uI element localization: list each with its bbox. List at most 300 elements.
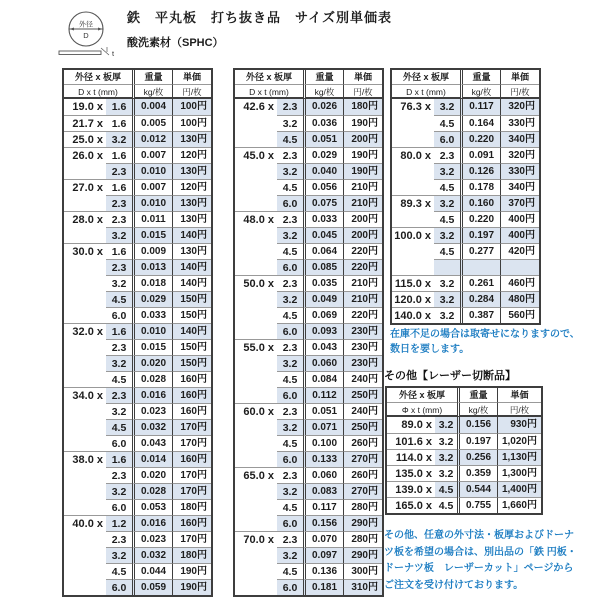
cell-thickness: 3.2 — [277, 547, 303, 563]
cell-diameter — [235, 387, 277, 403]
cell-diameter — [64, 499, 106, 515]
cell-thickness: 2.3 — [277, 211, 303, 227]
cell-thickness: 2.3 — [277, 531, 303, 547]
subheader-price-unit: 円/枚 — [497, 403, 541, 417]
cell-diameter — [392, 259, 434, 275]
cell-thickness: 3.2 — [435, 417, 457, 433]
cell-weight: 0.028 — [132, 483, 172, 499]
cell-price: 190円 — [343, 147, 382, 163]
cell-diameter — [235, 419, 277, 435]
cell-thickness: 3.2 — [277, 227, 303, 243]
cell-price: 370円 — [500, 195, 539, 211]
cell-diameter — [64, 307, 106, 323]
cell-weight: 0.156 — [303, 515, 343, 531]
cell-diameter — [235, 355, 277, 371]
cell-weight: 0.197 — [457, 433, 497, 449]
cell-diameter: 32.0 x — [64, 323, 106, 339]
subheader-price-unit: 円/枚 — [500, 85, 539, 99]
cell-thickness: 3.2 — [106, 131, 132, 147]
cell-weight: 0.012 — [132, 131, 172, 147]
cell-thickness: 2.3 — [106, 339, 132, 355]
page-title: 鉄 平丸板 打ち抜き品 サイズ別単価表 — [127, 10, 392, 25]
cell-diameter — [64, 291, 106, 307]
laser-note-line: その他、任意の外寸法・板厚およびドーナ — [384, 530, 574, 541]
cell-thickness: 2.3 — [106, 387, 132, 403]
cell-diameter: 25.0 x — [64, 131, 106, 147]
cell-diameter — [235, 483, 277, 499]
cell-price: 460円 — [500, 275, 539, 291]
cell-weight: 0.181 — [303, 579, 343, 595]
header-weight: 重量 — [457, 388, 497, 403]
cell-weight: 0.359 — [457, 465, 497, 481]
cell-diameter: 38.0 x — [64, 451, 106, 467]
cell-thickness: 4.5 — [277, 435, 303, 451]
cell-weight: 0.070 — [303, 531, 343, 547]
cell-thickness: 2.3 — [434, 147, 460, 163]
cell-thickness: 4.5 — [434, 211, 460, 227]
cell-diameter: 26.0 x — [64, 147, 106, 163]
cell-weight: 0.015 — [132, 339, 172, 355]
circle-plate-diagram — [54, 5, 120, 61]
cell-thickness: 2.3 — [106, 531, 132, 547]
header-weight: 重量 — [132, 70, 172, 85]
cell-thickness: 2.3 — [277, 339, 303, 355]
cell-price: 160円 — [172, 515, 211, 531]
cell-price: 250円 — [343, 419, 382, 435]
cell-price: 160円 — [172, 387, 211, 403]
cell-thickness: 6.0 — [277, 579, 303, 595]
cell-diameter: 120.0 x — [392, 291, 434, 307]
cell-price: 150円 — [172, 339, 211, 355]
material-subtitle: 酸洗素材（SPHC） — [127, 37, 224, 49]
cell-diameter: 60.0 x — [235, 403, 277, 419]
cell-weight: 0.004 — [132, 99, 172, 115]
cell-diameter: 100.0 x — [392, 227, 434, 243]
cell-price: 280円 — [343, 499, 382, 515]
cell-price: 190円 — [343, 115, 382, 131]
cell-thickness: 3.2 — [277, 483, 303, 499]
cell-price: 130円 — [172, 211, 211, 227]
header-size: 外径 x 板厚 — [387, 388, 457, 403]
cell-diameter: 45.0 x — [235, 147, 277, 163]
cell-diameter: 135.0 x — [387, 465, 435, 481]
cell-weight: 0.033 — [132, 307, 172, 323]
cell-diameter — [235, 195, 277, 211]
cell-thickness: 2.3 — [277, 467, 303, 483]
cell-weight: 0.387 — [460, 307, 500, 323]
cell-price: 320円 — [500, 99, 539, 115]
cell-thickness: 3.2 — [434, 275, 460, 291]
diameter-symbol: D — [83, 31, 89, 40]
cell-price: 210円 — [343, 179, 382, 195]
cell-diameter — [64, 195, 106, 211]
cell-price: 170円 — [172, 435, 211, 451]
cell-weight: 0.156 — [457, 417, 497, 433]
cell-diameter: 28.0 x — [64, 211, 106, 227]
cell-price: 190円 — [172, 579, 211, 595]
cell-weight: 0.256 — [457, 449, 497, 465]
cell-diameter: 50.0 x — [235, 275, 277, 291]
cell-diameter — [64, 259, 106, 275]
cell-thickness: 4.5 — [277, 499, 303, 515]
cell-weight: 0.007 — [132, 179, 172, 195]
cell-thickness: 2.3 — [106, 163, 132, 179]
cell-thickness: 3.2 — [434, 195, 460, 211]
cell-weight: 0.035 — [303, 275, 343, 291]
cell-diameter — [235, 259, 277, 275]
cell-thickness: 6.0 — [277, 195, 303, 211]
cell-diameter — [235, 243, 277, 259]
cell-thickness: 4.5 — [435, 497, 457, 513]
cell-diameter — [235, 131, 277, 147]
cell-diameter — [64, 227, 106, 243]
cell-weight: 0.014 — [132, 451, 172, 467]
cell-weight: 0.060 — [303, 355, 343, 371]
cell-thickness: 2.3 — [106, 195, 132, 211]
cell-price — [500, 259, 539, 275]
cell-thickness: 4.5 — [277, 131, 303, 147]
subheader-price-unit: 円/枚 — [343, 85, 382, 99]
cell-thickness: 6.0 — [277, 451, 303, 467]
cell-thickness: 3.2 — [106, 275, 132, 291]
cell-diameter — [235, 451, 277, 467]
cell-price: 220円 — [343, 243, 382, 259]
cell-diameter — [235, 179, 277, 195]
cell-weight: 0.015 — [132, 227, 172, 243]
header-price: 単価 — [172, 70, 211, 85]
subheader-weight-unit: kg/枚 — [457, 403, 497, 417]
cell-diameter — [392, 211, 434, 227]
cell-weight: 0.026 — [303, 99, 343, 115]
price-table-3 — [390, 68, 541, 325]
cell-weight: 0.023 — [132, 403, 172, 419]
cell-thickness: 4.5 — [434, 243, 460, 259]
cell-thickness: 6.0 — [277, 387, 303, 403]
cell-price: 100円 — [172, 115, 211, 131]
cell-price: 400円 — [500, 211, 539, 227]
cell-diameter — [64, 467, 106, 483]
cell-diameter — [235, 579, 277, 595]
cell-diameter — [64, 163, 106, 179]
cell-weight: 0.028 — [132, 371, 172, 387]
cell-weight: 0.007 — [132, 147, 172, 163]
stock-note-line: 在庫不足の場合は取寄せになりますので、 — [390, 329, 580, 340]
cell-diameter — [64, 371, 106, 387]
header-price: 単価 — [497, 388, 541, 403]
cell-diameter — [235, 435, 277, 451]
cell-weight: 0.010 — [132, 195, 172, 211]
cell-diameter — [235, 115, 277, 131]
cell-thickness: 2.3 — [106, 259, 132, 275]
cell-price: 250円 — [343, 387, 382, 403]
cell-weight: 0.064 — [303, 243, 343, 259]
cell-weight — [460, 259, 500, 275]
cell-thickness: 3.2 — [434, 99, 460, 115]
cell-price: 1,300円 — [497, 465, 541, 481]
laser-section-title: その他【レーザー切断品】 — [384, 370, 516, 382]
cell-diameter: 115.0 x — [392, 275, 434, 291]
cell-price: 420円 — [500, 243, 539, 259]
cell-price: 200円 — [343, 227, 382, 243]
cell-thickness: 1.6 — [106, 323, 132, 339]
cell-weight: 0.023 — [132, 531, 172, 547]
cell-diameter: 101.6 x — [387, 433, 435, 449]
cell-diameter: 114.0 x — [387, 449, 435, 465]
cell-thickness: 2.3 — [106, 211, 132, 227]
cell-thickness: 4.5 — [106, 371, 132, 387]
cell-price: 1,130円 — [497, 449, 541, 465]
cell-weight: 0.010 — [132, 163, 172, 179]
cell-weight: 0.069 — [303, 307, 343, 323]
cell-price: 300円 — [343, 563, 382, 579]
cell-price: 260円 — [343, 435, 382, 451]
cell-weight: 0.029 — [132, 291, 172, 307]
laser-order-note — [384, 528, 577, 594]
subheader-size-unit: Φ x t (mm) — [387, 403, 457, 417]
cell-weight: 0.197 — [460, 227, 500, 243]
cell-weight: 0.005 — [132, 115, 172, 131]
cell-price: 160円 — [172, 403, 211, 419]
cell-diameter — [64, 403, 106, 419]
cell-thickness: 4.5 — [277, 243, 303, 259]
header-price: 単価 — [343, 70, 382, 85]
cell-weight: 0.277 — [460, 243, 500, 259]
subheader-weight-unit: kg/枚 — [132, 85, 172, 99]
cell-diameter — [64, 563, 106, 579]
cell-thickness: 3.2 — [277, 163, 303, 179]
cell-thickness: 4.5 — [277, 307, 303, 323]
laser-note-line: ツ板を希望の場合は、別出品の「鉄 円板・ — [384, 546, 577, 558]
cell-diameter — [64, 339, 106, 355]
cell-weight: 0.075 — [303, 195, 343, 211]
cell-weight: 0.051 — [303, 403, 343, 419]
cell-price: 190円 — [343, 163, 382, 179]
cell-weight: 0.059 — [132, 579, 172, 595]
cell-price: 240円 — [343, 371, 382, 387]
cell-thickness: 3.2 — [277, 419, 303, 435]
cell-weight: 0.178 — [460, 179, 500, 195]
cell-diameter — [64, 579, 106, 595]
cell-price: 340円 — [500, 131, 539, 147]
header-size: 外径 x 板厚 — [235, 70, 303, 85]
cell-diameter: 70.0 x — [235, 531, 277, 547]
cell-diameter: 42.6 x — [243, 101, 274, 113]
cell-weight: 0.049 — [303, 291, 343, 307]
cell-weight: 0.032 — [132, 547, 172, 563]
cell-price: 140円 — [172, 323, 211, 339]
cell-thickness: 3.2 — [434, 291, 460, 307]
cell-weight: 0.117 — [460, 99, 500, 115]
cell-thickness: 4.5 — [277, 563, 303, 579]
cell-price: 120円 — [172, 179, 211, 195]
cell-thickness: 3.2 — [435, 433, 457, 449]
cell-thickness: 1.6 — [106, 243, 132, 259]
cell-diameter — [64, 483, 106, 499]
cell-thickness: 4.5 — [106, 419, 132, 435]
cell-thickness: 6.0 — [277, 259, 303, 275]
cell-price: 130円 — [172, 131, 211, 147]
outer-diameter-label: 外径 — [79, 21, 93, 29]
cell-price: 130円 — [172, 163, 211, 179]
cell-price: 220円 — [343, 259, 382, 275]
stock-note-line: 数日を要します。 — [390, 344, 470, 355]
cell-price: 210円 — [343, 275, 382, 291]
cell-diameter: 40.0 x — [64, 515, 106, 531]
cell-thickness: 3.2 — [106, 355, 132, 371]
cell-thickness: 4.5 — [434, 179, 460, 195]
cell-thickness: 6.0 — [106, 307, 132, 323]
cell-thickness: 3.2 — [435, 449, 457, 465]
cell-thickness — [434, 259, 460, 275]
cell-diameter — [64, 435, 106, 451]
cell-diameter — [235, 515, 277, 531]
cell-weight: 0.010 — [132, 323, 172, 339]
cell-weight: 0.112 — [303, 387, 343, 403]
cell-weight: 0.020 — [132, 355, 172, 371]
cell-weight: 0.011 — [132, 211, 172, 227]
cell-diameter — [64, 419, 106, 435]
cell-price: 170円 — [172, 419, 211, 435]
cell-weight: 0.755 — [457, 497, 497, 513]
cell-weight: 0.093 — [303, 323, 343, 339]
cell-thickness: 3.2 — [434, 163, 460, 179]
cell-diameter — [64, 355, 106, 371]
cell-weight: 0.016 — [132, 387, 172, 403]
cell-price: 140円 — [172, 227, 211, 243]
cell-weight: 0.084 — [303, 371, 343, 387]
cell-price: 180円 — [343, 99, 382, 115]
cell-price: 1,660円 — [497, 497, 541, 513]
cell-weight: 0.091 — [460, 147, 500, 163]
cell-diameter — [235, 371, 277, 387]
cell-price: 220円 — [343, 307, 382, 323]
cell-diameter: 65.0 x — [235, 467, 277, 483]
subheader-weight-unit: kg/枚 — [460, 85, 500, 99]
cell-diameter — [235, 499, 277, 515]
cell-price: 260円 — [343, 467, 382, 483]
cell-weight: 0.220 — [460, 131, 500, 147]
thickness-symbol: t — [112, 49, 115, 58]
cell-diameter: 89.0 x — [401, 419, 432, 431]
cell-weight: 0.013 — [132, 259, 172, 275]
cell-weight: 0.071 — [303, 419, 343, 435]
cell-thickness: 3.2 — [277, 355, 303, 371]
cell-diameter — [235, 323, 277, 339]
cell-diameter: 140.0 x — [392, 307, 434, 323]
cell-thickness: 3.2 — [106, 227, 132, 243]
cell-thickness: 6.0 — [277, 515, 303, 531]
cell-diameter — [235, 307, 277, 323]
cell-diameter — [392, 179, 434, 195]
cell-thickness: 6.0 — [434, 131, 460, 147]
cell-price: 210円 — [343, 291, 382, 307]
cell-thickness: 4.5 — [434, 115, 460, 131]
cell-price: 190円 — [172, 563, 211, 579]
cell-price: 930円 — [497, 417, 541, 433]
subheader-price-unit: 円/枚 — [172, 85, 211, 99]
cell-weight: 0.056 — [303, 179, 343, 195]
cell-weight: 0.097 — [303, 547, 343, 563]
diameter-diagram — [54, 5, 120, 66]
cell-thickness: 3.2 — [435, 465, 457, 481]
laser-note-line: ご注文を受け付けております。 — [384, 579, 524, 591]
cell-diameter — [392, 243, 434, 259]
cell-price: 290円 — [343, 515, 382, 531]
cell-diameter — [235, 227, 277, 243]
cell-price: 560円 — [500, 307, 539, 323]
laser-note-line: ドーナツ板 レーザーカット」ページから — [384, 563, 574, 574]
cell-weight: 0.033 — [303, 211, 343, 227]
header-weight: 重量 — [303, 70, 343, 85]
cell-thickness: 3.2 — [434, 227, 460, 243]
cell-diameter: 165.0 x — [387, 497, 435, 513]
cell-thickness: 2.3 — [277, 403, 303, 419]
cell-weight: 0.051 — [303, 131, 343, 147]
cell-thickness: 6.0 — [277, 323, 303, 339]
cell-diameter: 76.3 x — [400, 101, 431, 113]
cell-price: 310円 — [343, 579, 382, 595]
cell-price: 400円 — [500, 227, 539, 243]
cell-thickness: 3.2 — [106, 547, 132, 563]
cell-weight: 0.085 — [303, 259, 343, 275]
cell-weight: 0.164 — [460, 115, 500, 131]
cell-thickness: 4.5 — [277, 371, 303, 387]
cell-price: 170円 — [172, 467, 211, 483]
cell-thickness: 1.6 — [106, 179, 132, 195]
cell-thickness: 1.6 — [106, 451, 132, 467]
cell-diameter: 89.3 x — [392, 195, 434, 211]
subheader-size-unit: D x t (mm) — [235, 85, 303, 99]
cell-thickness: 3.2 — [434, 307, 460, 323]
cell-weight: 0.220 — [460, 211, 500, 227]
cell-price: 330円 — [500, 163, 539, 179]
cell-weight: 0.032 — [132, 419, 172, 435]
cell-price: 1,400円 — [497, 481, 541, 497]
cell-price: 230円 — [343, 323, 382, 339]
cell-price: 100円 — [172, 99, 211, 115]
cell-price: 280円 — [343, 531, 382, 547]
cell-thickness: 6.0 — [106, 435, 132, 451]
cell-price: 180円 — [172, 547, 211, 563]
price-table-2 — [233, 68, 384, 597]
cell-diameter — [235, 547, 277, 563]
cell-thickness: 4.5 — [106, 563, 132, 579]
cell-price: 170円 — [172, 531, 211, 547]
cell-weight: 0.018 — [132, 275, 172, 291]
cell-weight: 0.133 — [303, 451, 343, 467]
cell-diameter — [235, 291, 277, 307]
cell-weight: 0.053 — [132, 499, 172, 515]
cell-weight: 0.009 — [132, 243, 172, 259]
cell-price: 160円 — [172, 371, 211, 387]
cell-weight: 0.029 — [303, 147, 343, 163]
cell-price: 140円 — [172, 275, 211, 291]
cell-thickness: 2.3 — [277, 147, 303, 163]
cell-weight: 0.045 — [303, 227, 343, 243]
cell-price: 210円 — [343, 195, 382, 211]
cell-diameter — [392, 163, 434, 179]
subheader-weight-unit: kg/枚 — [303, 85, 343, 99]
header-price: 単価 — [500, 70, 539, 85]
subheader-size-unit: D x t (mm) — [64, 85, 132, 99]
cell-diameter: 27.0 x — [64, 179, 106, 195]
cell-price: 330円 — [500, 115, 539, 131]
cell-thickness: 6.0 — [106, 579, 132, 595]
cell-thickness: 3.2 — [106, 483, 132, 499]
cell-price: 240円 — [343, 403, 382, 419]
cell-weight: 0.284 — [460, 291, 500, 307]
subheader-size-unit: D x t (mm) — [392, 85, 460, 99]
